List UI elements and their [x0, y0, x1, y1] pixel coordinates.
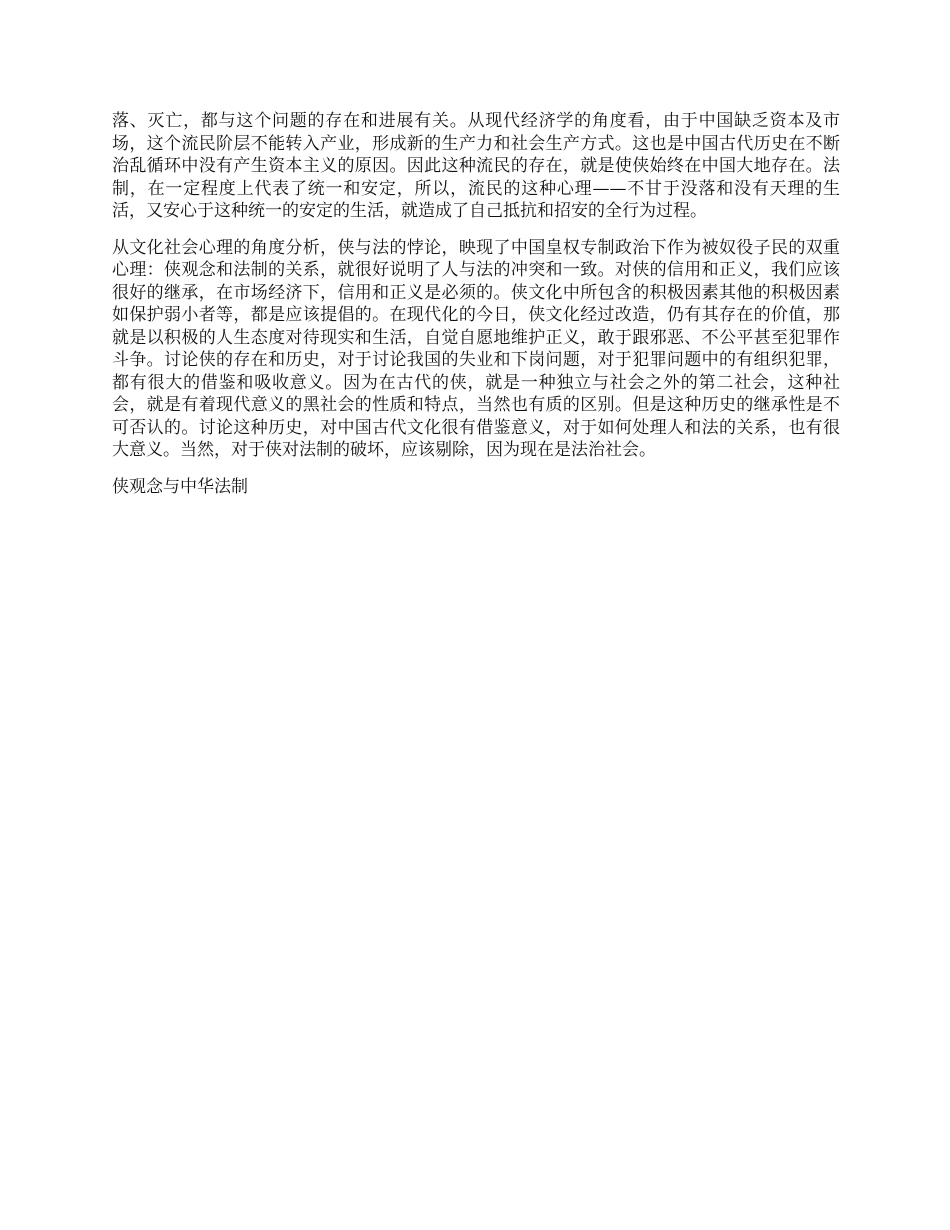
- document-page: [112, 110, 840, 498]
- body-paragraph-1: 落、灭亡，都与这个问题的存在和进展有关。从现代经济学的角度看，由于中国缺乏资本及市场，这个流民阶层不能转入产业，形成新的生产力和社会生产方式。这也是中国古代历史在不断治乱循环中没有产生资本主义的原因。因此这种流民的存在，就是使侠始终在中国大地存在。法制，在一定程度上代表了统一和安定，所以，流民的这种心理——不甘于没落和没有天理的生活，又安心于这种统一的安定的生活，就造成了自己抵抗和招安的全行为过程。: [112, 111, 840, 221]
- body-paragraph-2: 从文化社会心理的角度分析，侠与法的悖论，映现了中国皇权专制政治下作为被奴役子民的双重心理：侠观念和法制的关系，就很好说明了人与法的冲突和一致。对侠的信用和正义，我们应该很好的继承，在市场经济下，信用和正义是必须的。侠文化中所包含的积极因素其他的积极因素如保护弱小者等，都是应该提倡的。在现代化的今日，侠文化经过改造，仍有其存在的价值，那就是以积极的人生态度对待现实和生活，自觉自愿地维护正义，敢于跟邪恶、不公平甚至犯罪作斗争。讨论侠的存在和历史，对于讨论我国的失业和下岗问题，对于犯罪问题中的有组织犯罪，都有很大的借鉴和吸收意义。因为在古代的侠，就是一种独立与社会之外的第二社会，这种社会，就是有着现代意义的黑社会的性质和特点，当然也有质的区别。但是这种历史的继承性是不可否认的。讨论这种历史，对中国古代文化很有借鉴意义，对于如何处理人和法的关系，也有很大意义。当然，对于侠对法制的破坏，应该剔除，因为现在是法治社会。: [112, 237, 840, 460]
- closing-title: 侠观念与中华法制: [112, 476, 248, 497]
